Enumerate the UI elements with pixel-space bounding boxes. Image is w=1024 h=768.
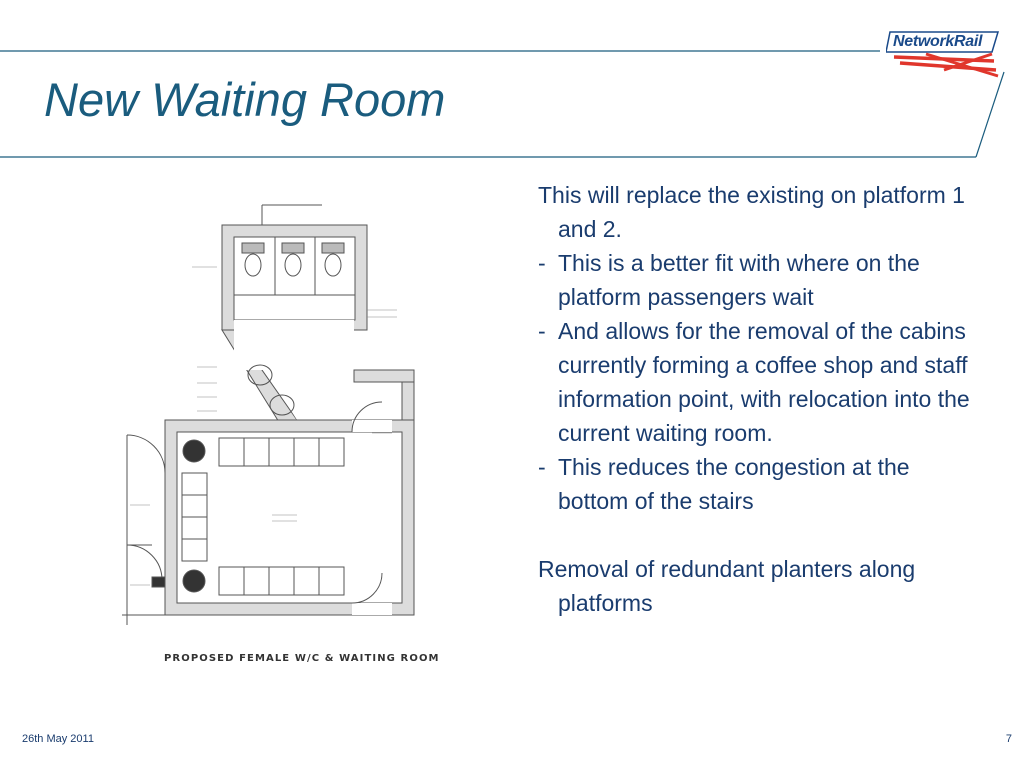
plan-caption: PROPOSED FEMALE W/C & WAITING ROOM <box>164 653 440 664</box>
network-rail-logo-text: NetworkRail <box>893 33 983 50</box>
bullet-text: This is a better fit with where on the platform passengers wait <box>558 250 920 310</box>
slide-body <box>538 178 978 620</box>
bullet-item <box>538 450 978 518</box>
bullet-text: This reduces the congestion at the bottom of the stairs <box>558 454 910 514</box>
bullet-item <box>538 246 978 314</box>
page-title: New Waiting Room <box>44 73 446 126</box>
intro-text: This will replace the existing on platform 1 and 2. <box>538 182 965 242</box>
bullet-item <box>538 314 978 450</box>
bullet-text: And allows for the removal of the cabins currently forming a coffee shop and staff information point, with relocation into the current waiting room. <box>558 318 970 446</box>
closing-text: Removal of redundant planters along platforms <box>538 556 916 616</box>
footer-date: 26th May 2011 <box>22 733 94 745</box>
bullet-list <box>538 246 978 518</box>
floor-plan-drawing <box>122 195 427 675</box>
page-number: 7 <box>1005 733 1012 745</box>
spacer <box>538 518 978 552</box>
dash-marker: - <box>538 250 546 276</box>
dash-marker: - <box>538 454 546 480</box>
dash-marker: - <box>538 318 546 344</box>
